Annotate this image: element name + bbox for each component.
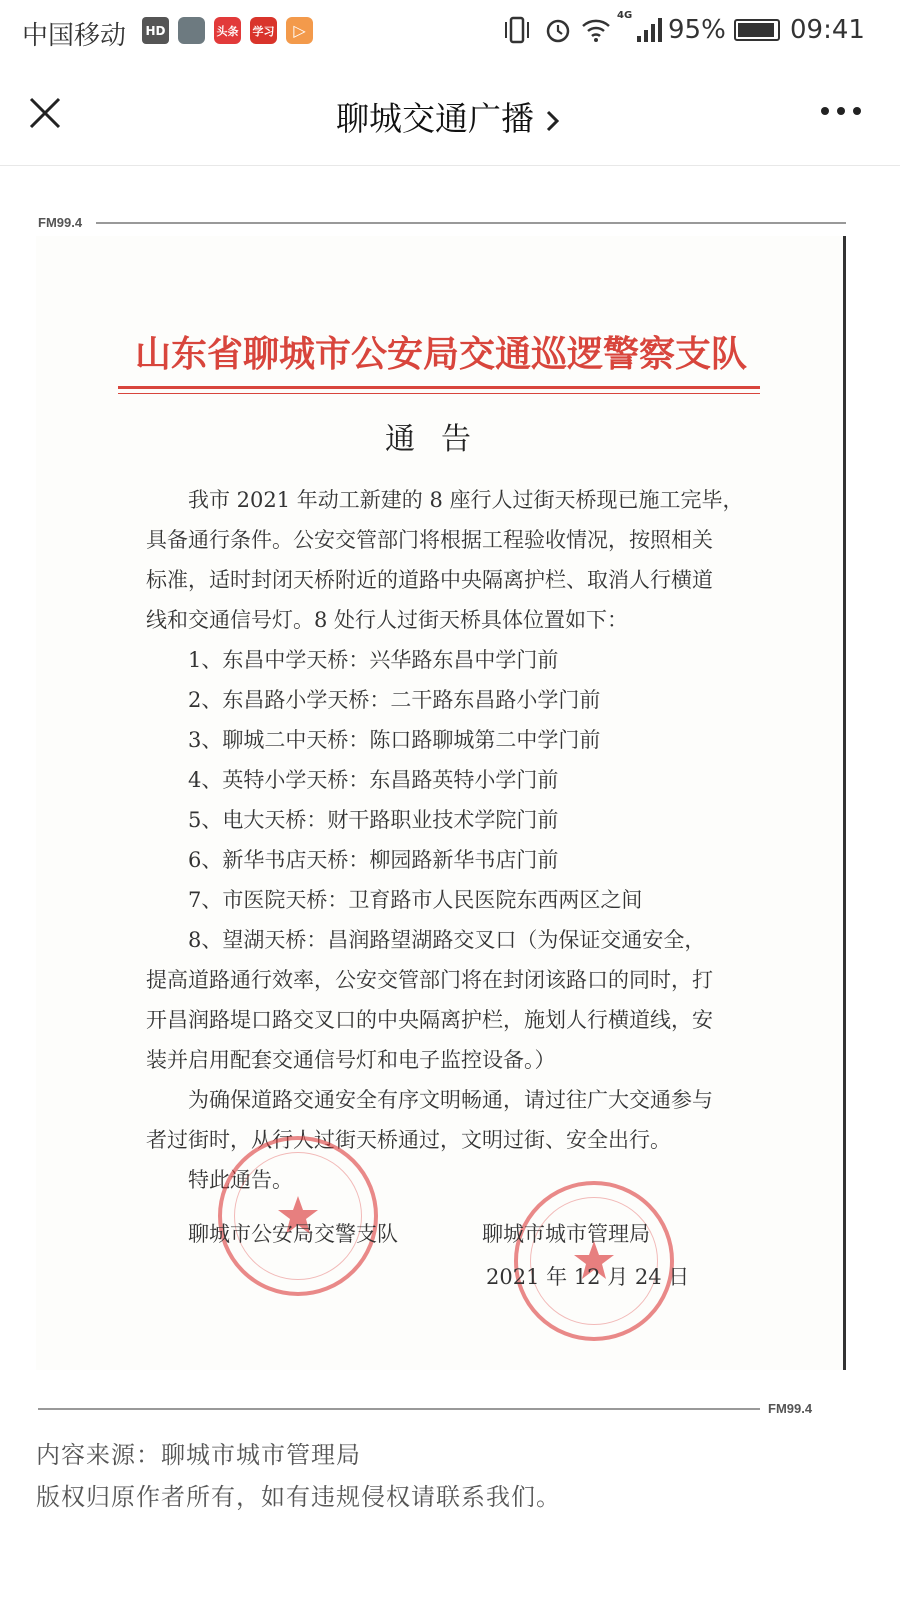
notice-line: 具备通行条件。公安交管部门将根据工程验收情况，按照相关 bbox=[146, 528, 713, 552]
copyright-notice: 版权归原作者所有，如有违规侵权请联系我们。 bbox=[36, 1483, 561, 1511]
notice-line: 线和交通信号灯。8 处行人过街天桥具体位置如下： bbox=[146, 608, 629, 632]
notice-line: 8、望湖天桥：昌润路望湖路交叉口（为保证交通安全， bbox=[146, 928, 706, 952]
notice-line: 7、市医院天桥：卫育路市人民医院东西两区之间 bbox=[146, 888, 643, 912]
police-seal bbox=[218, 1136, 378, 1296]
vibrate-icon bbox=[502, 16, 532, 44]
divider bbox=[38, 1408, 760, 1410]
red-rule-thin bbox=[118, 393, 760, 394]
network-type: 4G bbox=[617, 10, 633, 21]
hd-icon: HD bbox=[142, 17, 169, 44]
notice-line: 提高道路通行效率，公安交管部门将在封闭该路口的同时，打 bbox=[146, 968, 713, 992]
content-source: 内容来源：聊城市城市管理局 bbox=[36, 1441, 361, 1469]
notice-document-image bbox=[36, 236, 846, 1370]
clock: 09:41 bbox=[790, 15, 865, 45]
battery-icon bbox=[734, 19, 780, 41]
signer-city-admin: 聊城市城市管理局 bbox=[482, 1222, 650, 1246]
app-icon-toutiao: 头条 bbox=[214, 17, 241, 44]
notice-line: 5、电大天桥：财干路职业技术学院门前 bbox=[146, 808, 559, 832]
status-bar bbox=[0, 0, 900, 60]
notice-line: 开昌润路堤口路交叉口的中央隔离护栏，施划人行横道线，安 bbox=[146, 1008, 713, 1032]
notice-line: 为确保道路交通安全有序文明畅通，请过往广大交通参与 bbox=[146, 1088, 713, 1112]
notice-line: 者过街时，从行人过街天桥通过，文明过街、安全出行。 bbox=[146, 1128, 671, 1152]
notice-line: 6、新华书店天桥：柳园路新华书店门前 bbox=[146, 848, 559, 872]
alarm-icon bbox=[544, 16, 572, 44]
notice-line: 标准，适时封闭天桥附近的道路中央隔离护栏、取消人行横道 bbox=[146, 568, 713, 592]
notice-line: 1、东昌中学天桥：兴华路东昌中学门前 bbox=[146, 648, 559, 672]
notice-date: 2021 年 12 月 24 日 bbox=[486, 1265, 690, 1289]
notice-line: 特此通告。 bbox=[146, 1168, 293, 1192]
nav-header bbox=[0, 60, 900, 166]
signal-icon bbox=[636, 18, 662, 42]
notice-line: 装并启用配套交通信号灯和电子监控设备。） bbox=[146, 1048, 556, 1072]
wifi-icon bbox=[580, 16, 612, 44]
organization-heading: 山东省聊城市公安局交通巡逻警察支队 bbox=[134, 333, 747, 375]
close-icon[interactable] bbox=[28, 96, 62, 130]
signer-police: 聊城市公安局交警支队 bbox=[188, 1222, 398, 1246]
account-title-link[interactable] bbox=[150, 93, 750, 140]
divider bbox=[96, 222, 846, 224]
chevron-right-icon bbox=[542, 108, 564, 134]
notice-line: 4、英特小学天桥：东昌路英特小学门前 bbox=[146, 768, 559, 792]
red-rule bbox=[118, 386, 760, 389]
watermark-bottom: FM99.4 bbox=[768, 1401, 813, 1416]
carrier: 中国移动 bbox=[22, 21, 127, 51]
more-icon[interactable] bbox=[820, 106, 862, 116]
account-title: 聊城交通广播 bbox=[336, 99, 534, 138]
watermark-top: FM99.4 bbox=[38, 215, 83, 230]
notice-line: 我市 2021 年动工新建的 8 座行人过街天桥现已施工完毕， bbox=[146, 488, 744, 512]
notice-line: 2、东昌路小学天桥：二干路东昌路小学门前 bbox=[146, 688, 601, 712]
app-icon-video: ▷ bbox=[286, 17, 313, 44]
notice-line: 3、聊城二中天桥：陈口路聊城第二中学门前 bbox=[146, 728, 601, 752]
app-icon-xuexi: 学习 bbox=[250, 17, 277, 44]
notice-title: 通告 bbox=[385, 422, 497, 457]
battery-percent: 95% bbox=[668, 15, 726, 45]
app-icon-browser bbox=[178, 17, 205, 44]
